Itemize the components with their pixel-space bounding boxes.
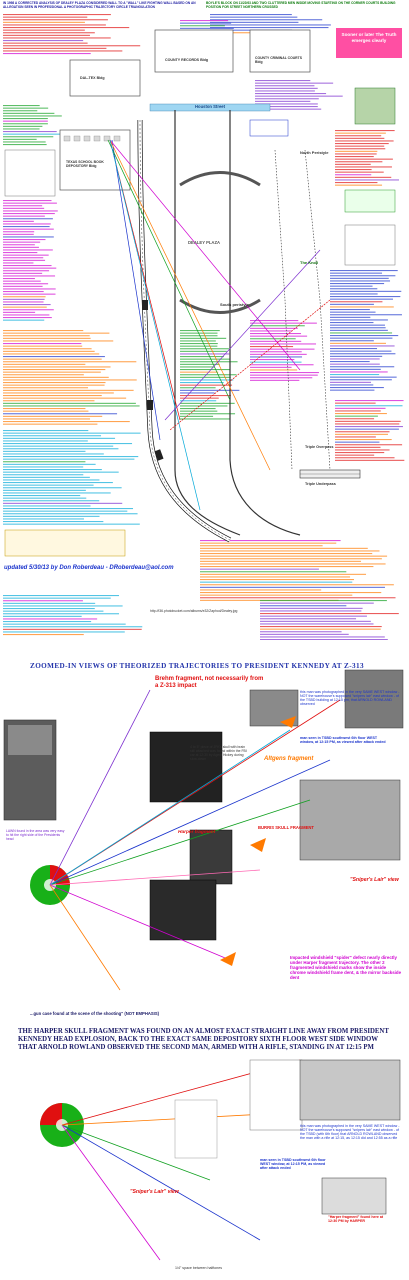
county-records-building (155, 30, 233, 72)
tsbd-label: TEXAS SCHOOL BOOK DEPOSITORY Bldg (66, 160, 104, 168)
commerce-street (230, 110, 300, 535)
the-knoll-label: The Knoll (300, 260, 319, 265)
snipers-lair-label: "Sniper's Lair" view (350, 877, 399, 883)
harper-fragment-label: Harper fragment (178, 830, 216, 835)
header-right-line: BOYLE'S BLOCK ON 11/22/63 AND TWO CLUTTERED MEN INSIDE MOVING STARTING ON THE CORNER COURTS BUILDING POSITION FOR STREET NORTHERN CROSSED (206, 1, 396, 9)
plaza-label: DEALEY PLAZA (188, 240, 221, 245)
rowland-note: this man was photographed in the very SAME WEST window - NOT the warehouse's supposed "snipers lair" east window - of the TSBD building at 12:15 pm, that ARNOLD ROWLAND observed (300, 690, 400, 707)
burris-fragment-label: BURRIS SKULL FRAGMENT (258, 825, 314, 830)
updated-credit: updated 5/30/13 by Don Roberdeau - DRoberdeau@aol.com (4, 565, 174, 571)
harper-found-label: "Harper fragment" found here at 12:30 PM by HARPER (328, 1215, 384, 1224)
county-records-label: COUNTY RECORDS Bldg (165, 58, 209, 62)
gun-caption: ...gun case found at the scene of the shooting" (NOT EMPHASIS) (30, 1011, 160, 1016)
dal-tex-label: DAL-TEX Bldg (80, 76, 105, 80)
county-courts-building (250, 30, 310, 72)
triple-underpass-label: Triple Underpass (305, 482, 336, 486)
rowland-note-2: this man was photographed in the very SAME WEST window - NOT the warehouse's supposed "snipers lair" east window - of the TSBD (with 6th floor) that ARNOLD ROWLAND observed the man with a rifle at 12:15, as 12:15 did and 12:55 as a rifle (300, 1124, 400, 1141)
windshield-caption: Impacted windshield "spider" defect nearly directly under Harper fragment trajectory. The other 2 fragmented windshield marks show the inside chrome windshield frame dent, & the mirror backside dent (290, 955, 402, 981)
footer-note: 1/4" space between halftones (175, 1266, 223, 1270)
snipers-lair-label-2: "Sniper's Lair" view (130, 1189, 179, 1195)
head-note: 4 to 5" piece of JFK's skull with brain still attached was found within the FBI car at 12:30 by Agent Hickey during slow-down (190, 745, 247, 761)
harper-headline: THE HARPER SKULL FRAGMENT WAS FOUND ON AN ALMOST EXACT STRAIGHT LINE AWAY FROM PRESIDENT KENNEDY HEAD EXPLOSION, BACK TO THE EXACT SAME DEPOSITORY SIXTH FLOOR WEST SIDE WINDOW THAT ARNOLD ROWLAND OBSERVED THE SECOND MAN, ARMED WITH A RIFLE, STANDING IN AT 12:15 PM (18, 1028, 389, 1051)
man-seen-caption-2: man seen in TSBD southwest 6th floor WEST window, at 12:15 PM, as viewed after attack ended (260, 1158, 326, 1171)
triple-overpass-label: Triple Overpass (305, 445, 334, 449)
header-left-line: IN 1998 A CORRECTED ANALYSIS OF DEALEY PLAZA CONSIDERED WALL TO A "WALL" LIKE FIGHTING WALL BASED ON AN ALLEGATION SEEN IN PROFESSIONAL A PHOTOGRAPHIC TRAJECTORY CIRCLE TRIANGULATION (3, 1, 196, 9)
lawn-note: LAWN found in the area was very easy to hit the right side of the Presidents head (6, 829, 65, 841)
zoom-section-title: ZOOMED-IN VIEWS OF THEORIZED TRAJECTORIES TO PRESIDENT KENNEDY AT Z-313 (30, 662, 365, 670)
north-peristyle (180, 173, 260, 186)
south-peristyle-label: South peristyle (220, 302, 249, 307)
url-line: http://i36.photobucket.com/albums/e32/Zaphod/Dealey.jpg (150, 609, 238, 613)
county-courts-label: COUNTY CRIMINAL COURTS Bldg (255, 56, 302, 64)
truth-banner-text: Sooner or later The Truth emerges clearly (341, 32, 397, 43)
brehm-fragment-label: Brehm fragment, not necessarily from a Z-313 impact (155, 676, 264, 689)
altgens-fragment-label: Altgens fragment (264, 756, 314, 762)
north-peristyle-label: North Peristyle (300, 150, 329, 155)
houston-street-label: Houston Street (195, 104, 226, 109)
man-seen-caption: man seen in TSBD southwest 6th floor WEST window, at 12:15 PM, as viewed after attack ended (300, 736, 386, 745)
